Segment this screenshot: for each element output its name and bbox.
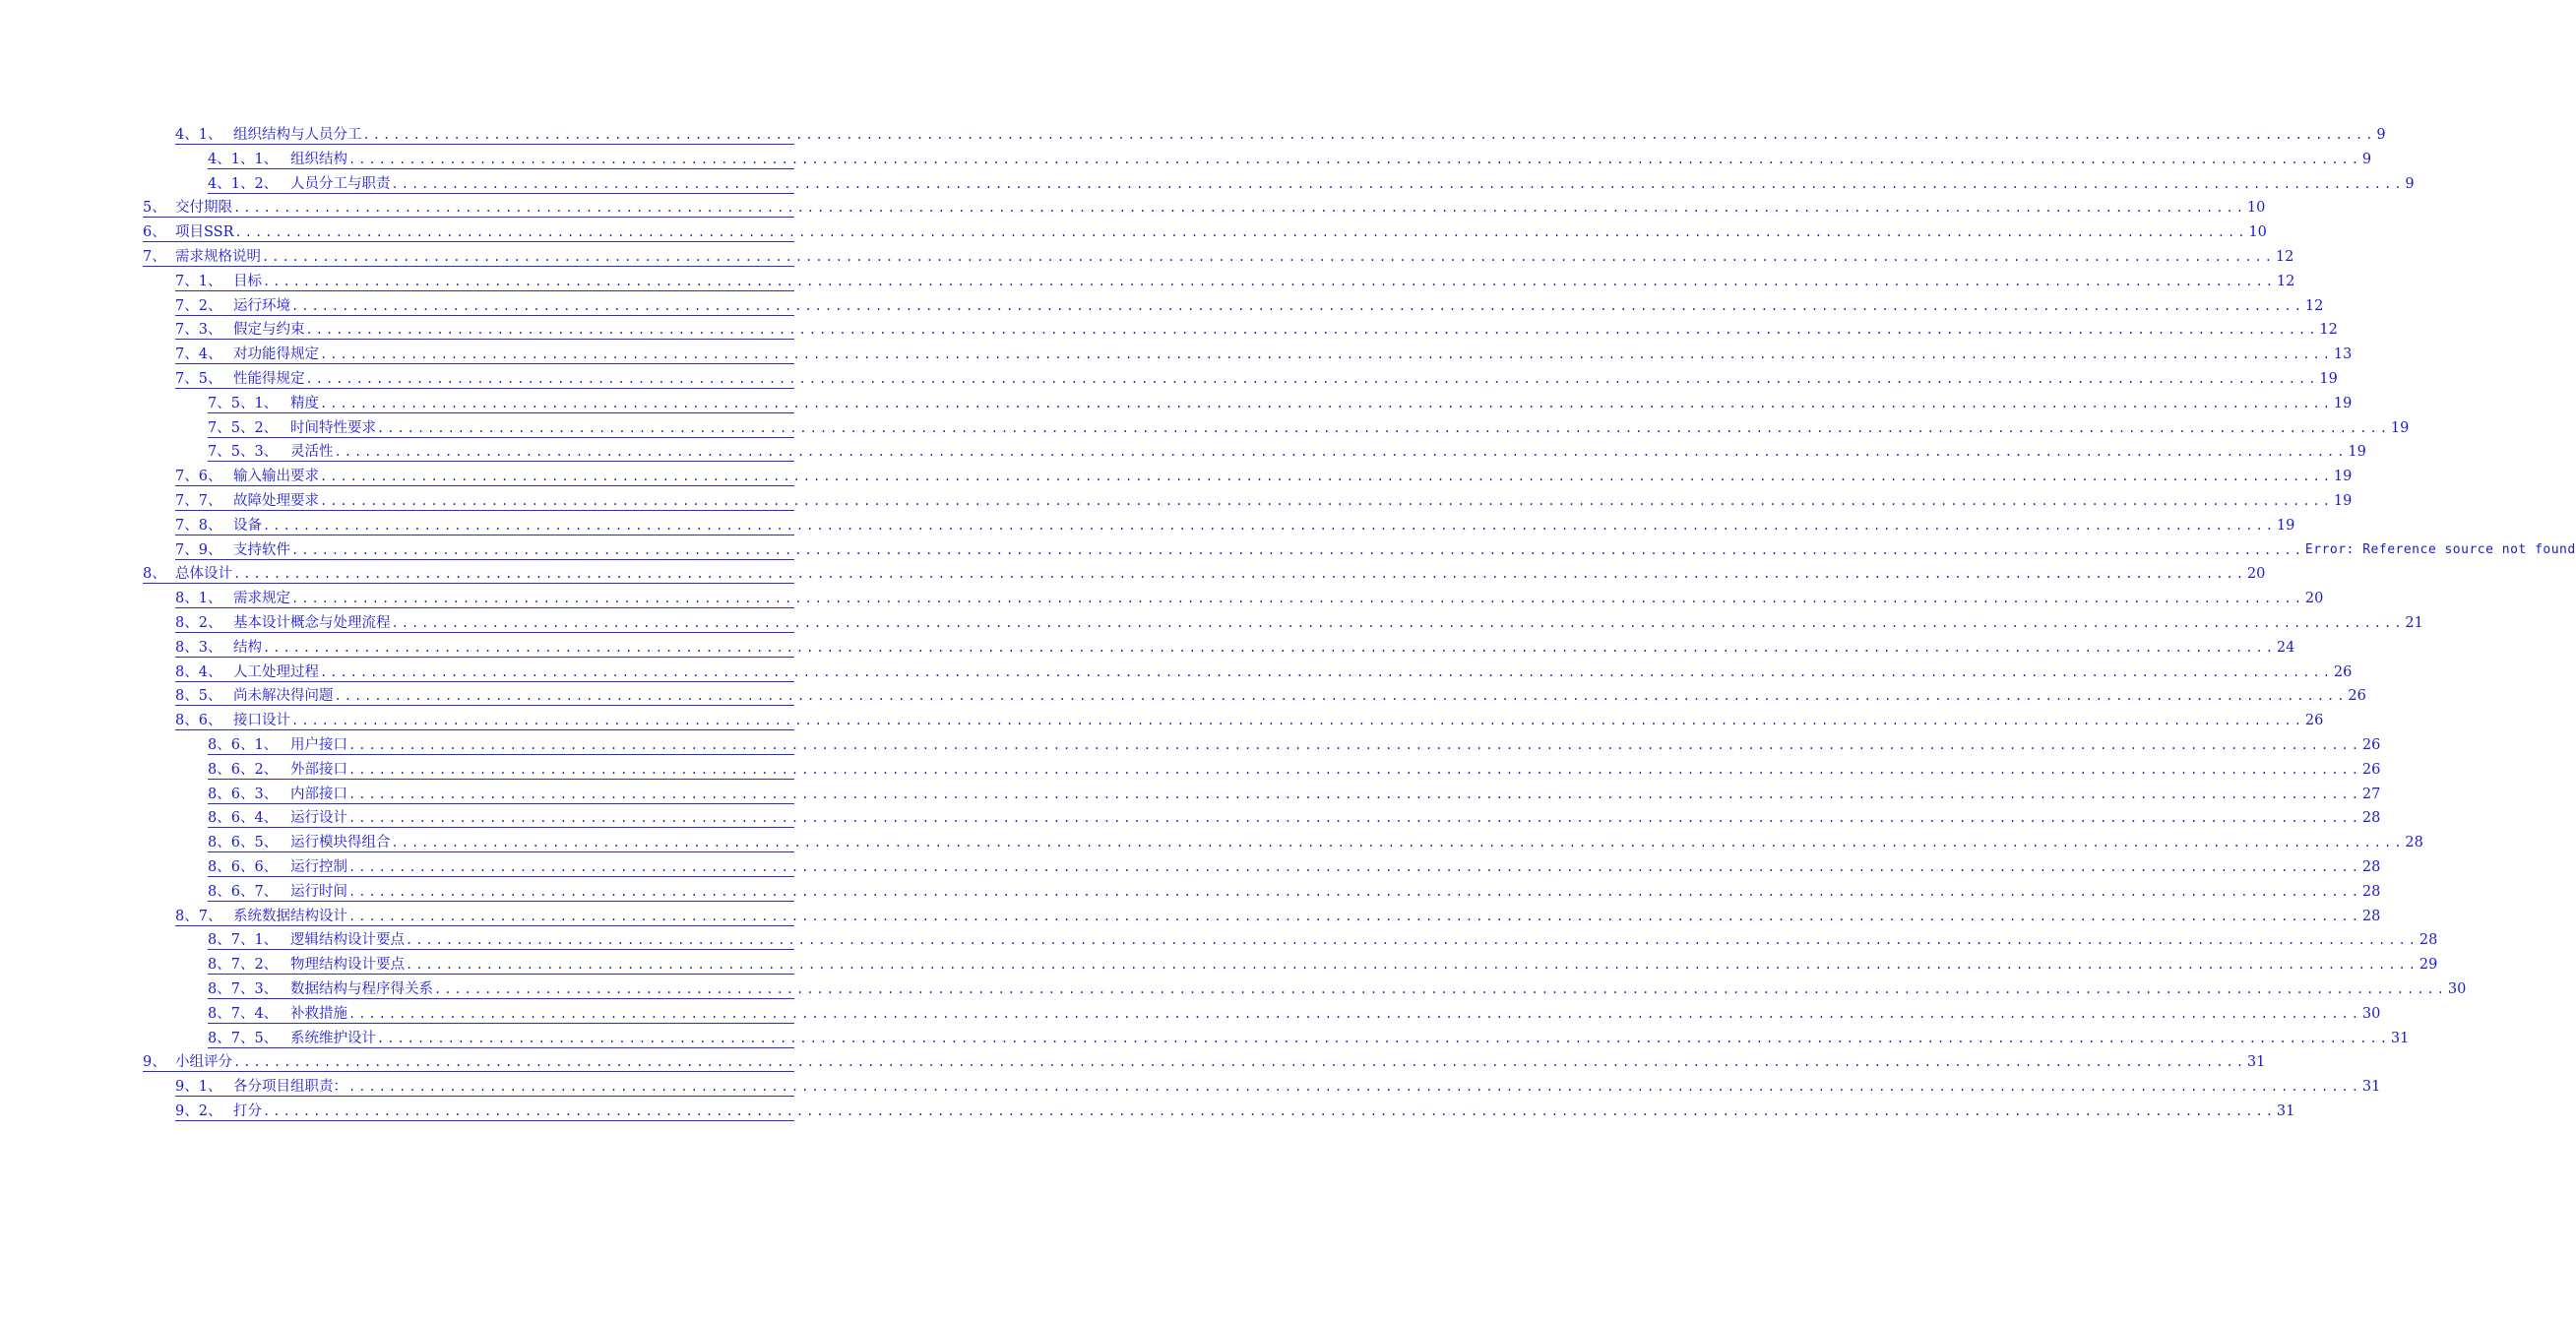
- toc-entry-page: 24: [2276, 639, 2295, 656]
- toc-entry-page: 19: [2276, 517, 2295, 534]
- toc-entry-title: 人工处理过程: [233, 663, 319, 680]
- toc-entry-page: 20: [2304, 591, 2324, 607]
- dot-leader: ........................................................................................................................................................................................................: [406, 958, 2419, 973]
- toc-entry-page: 27: [2361, 786, 2381, 802]
- toc-entry-title: 运行环境: [233, 297, 290, 314]
- toc-entry-number: 8、4、: [175, 663, 222, 680]
- toc-entry-number: 7、1、: [175, 273, 222, 289]
- toc-entry-title: 性能得规定: [233, 371, 305, 387]
- dot-leader: ........................................................................................................................................................................................................: [320, 347, 2333, 362]
- toc-entry-number: 8、6、2、: [208, 761, 279, 778]
- toc-entry-number: 6、: [143, 224, 166, 241]
- toc-entry-number: 7、5、3、: [208, 444, 279, 461]
- toc-entry[interactable]: [143, 561, 2266, 584]
- dot-leader: ........................................................................................................................................................................................................: [434, 982, 2447, 996]
- toc-entry-title: 交付期限: [175, 200, 232, 217]
- toc-entry-page: 28: [2361, 883, 2381, 900]
- dot-leader: ........................................................................................................................................................................................................: [334, 445, 2348, 460]
- toc-entry-number: 8、7、1、: [208, 932, 279, 949]
- toc-entry-title: 系统维护设计: [290, 1030, 376, 1046]
- toc-entry[interactable]: [175, 708, 2324, 730]
- toc-entry-title: 假定与约束: [233, 322, 305, 339]
- toc-entry[interactable]: [208, 782, 2381, 804]
- toc-entry-number: 8、6、4、: [208, 810, 279, 827]
- toc-entry-page: 26: [2333, 663, 2353, 680]
- toc-entry-title: 对功能得规定: [233, 346, 319, 363]
- dot-leader: ........................................................................................................................................................................................................: [377, 1031, 2390, 1045]
- dot-leader: ........................................................................................................................................................................................................: [305, 323, 2319, 338]
- dot-leader: ........................................................................................................................................................................................................: [406, 933, 2419, 948]
- toc-entry-number: 7、5、2、: [208, 419, 279, 436]
- toc-entry-number: 7、7、: [175, 493, 222, 509]
- toc-entry[interactable]: [175, 1074, 2381, 1097]
- toc-entry[interactable]: [208, 879, 2381, 902]
- toc-entry[interactable]: [208, 854, 2381, 877]
- toc-entry-page: 26: [2304, 713, 2324, 729]
- toc-entry[interactable]: [175, 660, 2353, 682]
- toc-entry[interactable]: [208, 757, 2381, 780]
- toc-entry-page: Error: Reference source not found: [2304, 541, 2576, 557]
- toc-entry-number: 8、2、: [175, 615, 222, 631]
- toc-entry-number: 8、: [143, 566, 166, 583]
- toc-entry-page: 30: [2361, 1005, 2381, 1022]
- toc-entry-title: 各分项目组职责：: [233, 1079, 347, 1096]
- dot-leader: ........................................................................................................................................................................................................: [291, 714, 2304, 728]
- toc-entry[interactable]: [175, 122, 2386, 145]
- toc-entry-page: 19: [2319, 371, 2338, 387]
- toc-entry-number: 8、5、: [175, 688, 222, 705]
- toc-entry-number: 9、: [143, 1054, 166, 1071]
- toc-entry-page: 19: [2333, 469, 2353, 485]
- toc-entry-page: 31: [2246, 1054, 2266, 1071]
- toc-entry-number: 8、3、: [175, 639, 222, 656]
- toc-entry-title: 总体设计: [175, 566, 232, 583]
- toc-entry-title: 灵活性: [290, 444, 334, 461]
- toc-entry-title: 运行设计: [290, 810, 347, 827]
- toc-entry-number: 7、3、: [175, 322, 222, 339]
- dot-leader: ........................................................................................................................................................................................................: [348, 811, 2361, 826]
- toc-entry-number: 7、5、: [175, 371, 222, 387]
- toc-entry[interactable]: [143, 1049, 2266, 1072]
- dot-leader: ........................................................................................................................................................................................................: [348, 909, 2361, 923]
- toc-entry-title: 尚未解决得问题: [233, 688, 334, 705]
- toc-entry-page: 28: [2405, 835, 2423, 851]
- toc-entry[interactable]: [175, 1099, 2295, 1121]
- toc-entry[interactable]: [143, 244, 2294, 267]
- toc-entry-page: 21: [2405, 615, 2423, 631]
- toc-entry-page: 12: [2319, 322, 2338, 339]
- toc-entry[interactable]: [208, 830, 2423, 852]
- toc-entry-page: 26: [2361, 761, 2381, 778]
- toc-entry-title: 结构: [233, 639, 262, 656]
- toc-entry-page: 29: [2419, 957, 2438, 974]
- toc-entry-title: 组织结构: [290, 151, 347, 167]
- toc-entry-title: 设备: [233, 517, 262, 534]
- toc-entry-title: 需求规定: [233, 591, 290, 607]
- toc-entry[interactable]: [208, 1026, 2410, 1048]
- dot-leader: ........................................................................................................................................................................................................: [391, 836, 2405, 850]
- toc-entry-page: 26: [2361, 737, 2381, 753]
- toc-entry-title: 组织结构与人员分工: [233, 127, 362, 143]
- dot-leader: ........................................................................................................................................................................................................: [348, 884, 2361, 899]
- toc-entry-page: 31: [2361, 1079, 2381, 1096]
- toc-entry-number: 8、1、: [175, 591, 222, 607]
- toc-entry-number: 8、6、5、: [208, 835, 279, 851]
- toc-entry-title: 系统数据结构设计: [233, 908, 347, 924]
- dot-leader: ........................................................................................................................................................................................................: [320, 664, 2333, 679]
- dot-leader: ........................................................................................................................................................................................................: [291, 542, 2304, 557]
- toc-entry[interactable]: [208, 1001, 2381, 1024]
- dot-leader: ........................................................................................................................................................................................................: [233, 201, 2246, 216]
- dot-leader: ........................................................................................................................................................................................................: [291, 298, 2304, 313]
- toc-entry-title: 基本设计概念与处理流程: [233, 615, 391, 631]
- dot-leader: ........................................................................................................................................................................................................: [391, 616, 2405, 630]
- dot-leader: ........................................................................................................................................................................................................: [291, 592, 2304, 606]
- toc-entry[interactable]: [175, 293, 2324, 316]
- toc-entry-number: 7、2、: [175, 297, 222, 314]
- toc-entry-page: 9: [2405, 175, 2415, 192]
- dot-leader: ........................................................................................................................................................................................................: [348, 860, 2361, 874]
- toc-entry-number: 7、8、: [175, 517, 222, 534]
- toc-entry[interactable]: [208, 439, 2366, 462]
- toc-entry-page: 19: [2390, 419, 2410, 436]
- toc-entry[interactable]: [175, 366, 2338, 389]
- toc-entry-number: 8、6、3、: [208, 786, 279, 802]
- toc-entry[interactable]: [208, 415, 2410, 438]
- toc-entry[interactable]: [208, 391, 2353, 413]
- toc-entry-page: 19: [2348, 444, 2366, 461]
- toc-entry[interactable]: [175, 464, 2353, 486]
- toc-entry-page: 19: [2333, 395, 2353, 411]
- toc-entry-page: 12: [2276, 273, 2295, 289]
- toc-entry-number: 7、6、: [175, 469, 222, 485]
- dot-leader: ........................................................................................................................................................................................................: [233, 567, 2246, 582]
- toc-entry-number: 8、7、5、: [208, 1030, 279, 1046]
- toc-entry[interactable]: [208, 952, 2438, 975]
- dot-leader: ........................................................................................................................................................................................................: [234, 225, 2248, 240]
- toc-entry[interactable]: [175, 537, 2576, 560]
- toc-entry-number: 8、7、3、: [208, 981, 279, 997]
- dot-leader: ........................................................................................................................................................................................................: [348, 1006, 2361, 1021]
- toc-entry-title: 内部接口: [290, 786, 347, 802]
- toc-entry-page: 28: [2419, 932, 2438, 949]
- toc-entry-page: 12: [2275, 249, 2294, 265]
- toc-entry-number: 7、5、1、: [208, 395, 279, 411]
- toc-entry-page: 31: [2276, 1103, 2295, 1119]
- toc-entry-title: 数据结构与程序得关系: [290, 981, 433, 997]
- toc-entry-number: 8、6、7、: [208, 883, 279, 900]
- toc-entry-number: 4、1、: [175, 127, 222, 143]
- toc-entry-number: 9、1、: [175, 1079, 222, 1096]
- dot-leader: ........................................................................................................................................................................................................: [320, 396, 2333, 410]
- toc-entry-title: 目标: [233, 273, 262, 289]
- dot-leader: ........................................................................................................................................................................................................: [334, 689, 2348, 704]
- toc-entry-title: 接口设计: [233, 713, 290, 729]
- toc-entry-number: 9、2、: [175, 1103, 222, 1119]
- dot-leader: ........................................................................................................................................................................................................: [263, 274, 2276, 288]
- toc-entry[interactable]: [175, 904, 2381, 926]
- toc-entry-title: 支持软件: [233, 541, 290, 558]
- toc-entry-page: 12: [2304, 297, 2324, 314]
- toc-entry-title: 物理结构设计要点: [290, 957, 405, 974]
- toc-entry-page: 20: [2246, 566, 2266, 583]
- toc-entry[interactable]: [175, 513, 2295, 536]
- toc-entry-number: 8、6、: [175, 713, 222, 729]
- toc-entry[interactable]: [175, 342, 2353, 364]
- toc-entry-title: 运行模块得组合: [290, 835, 391, 851]
- toc-entry[interactable]: [175, 269, 2295, 291]
- toc-entry-number: 7、: [143, 249, 166, 265]
- toc-entry-number: 5、: [143, 200, 166, 217]
- toc-entry-title: 打分: [233, 1103, 262, 1119]
- toc-entry-page: 9: [2376, 127, 2386, 143]
- dot-leader: ........................................................................................................................................................................................................: [348, 152, 2361, 166]
- toc-entry-title: 用户接口: [290, 737, 347, 753]
- dot-leader: ........................................................................................................................................................................................................: [263, 518, 2276, 533]
- toc-entry-number: 8、7、4、: [208, 1005, 279, 1022]
- dot-leader: ........................................................................................................................................................................................................: [362, 128, 2376, 142]
- toc-entry-title: 输入输出要求: [233, 469, 319, 485]
- toc-entry-title: 故障处理要求: [233, 493, 319, 509]
- toc-entry-page: 26: [2348, 688, 2366, 705]
- toc-entry-title: 需求规格说明: [175, 249, 261, 265]
- toc-entry-title: 运行控制: [290, 859, 347, 875]
- dot-leader: ........................................................................................................................................................................................................: [233, 1055, 2246, 1070]
- toc-entry-page: 19: [2333, 493, 2353, 509]
- dot-leader: ........................................................................................................................................................................................................: [305, 372, 2319, 386]
- toc-entry-page: 28: [2361, 859, 2381, 875]
- toc-entry-page: 13: [2333, 346, 2353, 363]
- toc-entry-number: 8、7、: [175, 908, 222, 924]
- toc-entry[interactable]: [175, 635, 2295, 658]
- toc-entry-title: 人员分工与职责: [290, 175, 391, 192]
- toc-entry[interactable]: [208, 976, 2467, 999]
- toc-entry[interactable]: [175, 317, 2338, 340]
- toc-entry[interactable]: [143, 220, 2267, 242]
- toc-entry-title: 精度: [290, 395, 319, 411]
- toc-entry[interactable]: [175, 610, 2423, 633]
- toc-entry[interactable]: [208, 927, 2438, 950]
- toc-entry-title: 项目SSR: [175, 224, 234, 241]
- toc-entry[interactable]: [175, 488, 2353, 511]
- dot-leader: ........................................................................................................................................................................................................: [348, 738, 2361, 752]
- toc-entry-number: 4、1、2、: [208, 175, 279, 192]
- toc-entry-number: 8、7、2、: [208, 957, 279, 974]
- toc-entry-page: 28: [2361, 810, 2381, 827]
- dot-leader: ........................................................................................................................................................................................................: [348, 787, 2361, 801]
- toc-entry[interactable]: [208, 171, 2415, 194]
- toc-entry-page: 10: [2246, 200, 2266, 217]
- toc-entry-number: 8、6、6、: [208, 859, 279, 875]
- dot-leader: ........................................................................................................................................................................................................: [348, 762, 2361, 777]
- toc-entry-number: 4、1、1、: [208, 151, 279, 167]
- toc-entry-page: 9: [2361, 151, 2372, 167]
- dot-leader: ........................................................................................................................................................................................................: [348, 1080, 2361, 1095]
- toc-entry-title: 运行时间: [290, 883, 347, 900]
- toc-entry-title: 外部接口: [290, 761, 347, 778]
- toc-entry-title: 补救措施: [290, 1005, 347, 1022]
- toc-entry-number: 7、9、: [175, 541, 222, 558]
- toc-entry[interactable]: [208, 147, 2372, 169]
- toc-entry-page: 10: [2248, 224, 2267, 241]
- toc-entry-page: 28: [2361, 908, 2381, 924]
- dot-leader: ........................................................................................................................................................................................................: [263, 1104, 2276, 1118]
- toc-entry-title: 小组评分: [175, 1054, 232, 1071]
- dot-leader: ........................................................................................................................................................................................................: [377, 420, 2390, 435]
- toc-entry-title: 时间特性要求: [290, 419, 376, 436]
- dot-leader: ........................................................................................................................................................................................................: [263, 640, 2276, 655]
- toc-entry-number: 8、6、1、: [208, 737, 279, 753]
- toc-entry[interactable]: [175, 683, 2366, 706]
- toc-entry[interactable]: [208, 805, 2381, 828]
- dot-leader: ........................................................................................................................................................................................................: [320, 494, 2333, 508]
- dot-leader: ........................................................................................................................................................................................................: [320, 470, 2333, 484]
- toc-entry[interactable]: [175, 586, 2324, 608]
- toc-entry[interactable]: [143, 195, 2266, 218]
- toc-entry-page: 31: [2390, 1030, 2410, 1046]
- toc-entry-page: 30: [2447, 981, 2467, 997]
- toc-entry-number: 7、4、: [175, 346, 222, 363]
- toc-entry[interactable]: [208, 732, 2381, 755]
- dot-leader: ........................................................................................................................................................................................................: [391, 176, 2405, 191]
- dot-leader: ........................................................................................................................................................................................................: [262, 250, 2275, 264]
- toc-entry-title: 逻辑结构设计要点: [290, 932, 405, 949]
